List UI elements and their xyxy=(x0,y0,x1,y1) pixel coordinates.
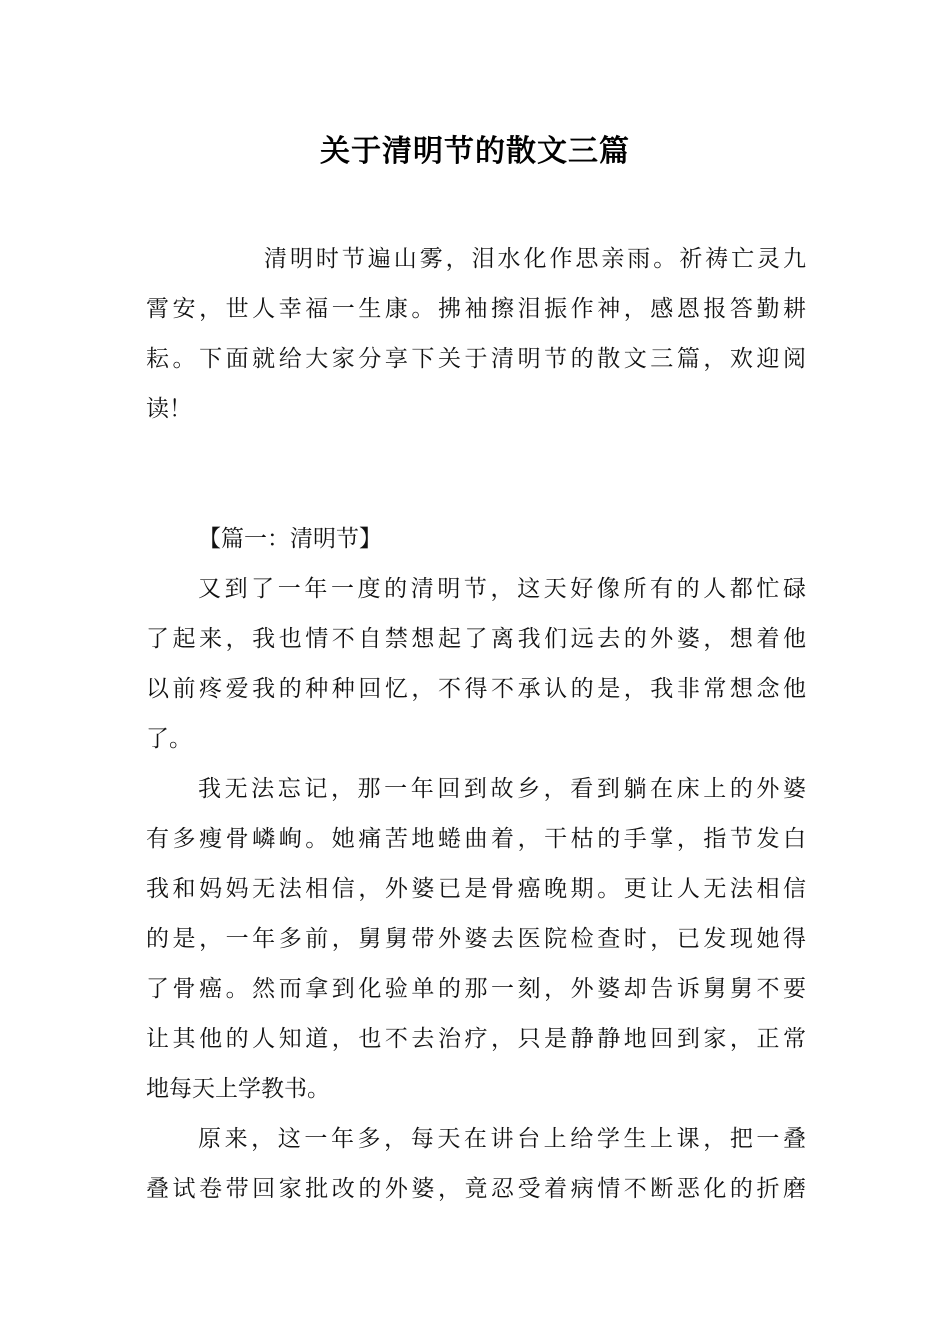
paragraph-line: 了。 xyxy=(146,726,192,752)
paragraph-line: 了起来，我也情不自禁想起了离我们远去的外婆，想着他 xyxy=(146,626,806,652)
paragraph-line: 以前疼爱我的种种回忆，不得不承认的是，我非常想念他 xyxy=(146,676,806,702)
paragraph-line: 让其他的人知道，也不去治疗，只是静静地回到家，正常 xyxy=(146,1026,806,1052)
intro-line: 读！ xyxy=(146,396,192,422)
intro-line: 清明时节遍山雾，泪水化作思亲雨。祈祷亡灵九 xyxy=(264,246,806,272)
spacer xyxy=(146,434,806,514)
paragraph-line: 原来，这一年多，每天在讲台上给学生上课，把一叠 xyxy=(198,1126,806,1152)
section-heading: 【篇一：清明节】 xyxy=(198,526,382,552)
intro-line: 霄安，世人幸福一生康。拂袖擦泪振作神，感恩报答勤耕 xyxy=(146,296,806,322)
paragraph-line: 我和妈妈无法相信，外婆已是骨癌晚期。更让人无法相信 xyxy=(146,876,806,902)
paragraph-line: 有多瘦骨嶙峋。她痛苦地蜷曲着，干枯的手掌，指节发白 xyxy=(146,826,806,852)
document-body xyxy=(146,234,806,1214)
intro-line: 耘。下面就给大家分享下关于清明节的散文三篇，欢迎阅 xyxy=(146,346,806,372)
paragraph-line: 的是，一年多前，舅舅带外婆去医院检查时，已发现她得 xyxy=(146,926,806,952)
paragraph-line: 了骨癌。然而拿到化验单的那一刻，外婆却告诉舅舅不要 xyxy=(146,976,806,1002)
document-title: 关于清明节的散文三篇 xyxy=(320,134,630,169)
paragraph-line: 叠试卷带回家批改的外婆，竟忍受着病情不断恶化的折磨 xyxy=(146,1176,806,1202)
paragraph-line: 我无法忘记，那一年回到故乡，看到躺在床上的外婆 xyxy=(198,776,806,802)
paragraph-line: 又到了一年一度的清明节，这天好像所有的人都忙碌 xyxy=(198,576,806,602)
paragraph-line: 地每天上学教书。 xyxy=(146,1076,330,1102)
